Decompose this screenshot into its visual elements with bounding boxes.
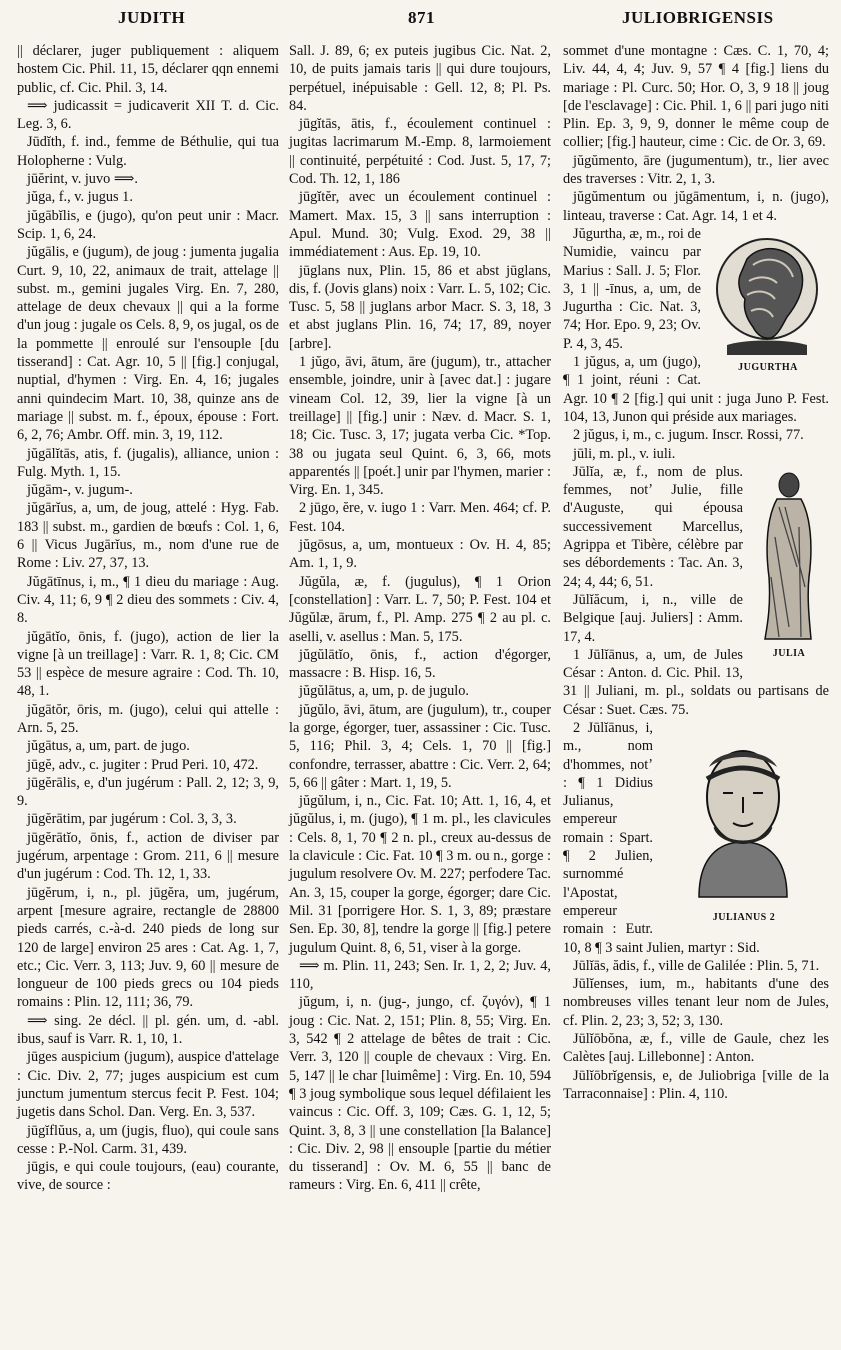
entry-jugo-2: 2 jūgo, ĕre, v. iugo 1 : Varr. Men. 464; cf. P. Fest. 104. <box>289 500 551 535</box>
entry-juges: jūges auspicium (jugum), auspice d'attelage : Cic. Div. 2, 77; juges auspicium est cum junctum jumentum stercus fecit P. Fest. 104; jugetis dans Schol. Dan. Verg. En. 3, 537. <box>17 1049 279 1121</box>
entry-jugeratio: jūgĕrātĭo, ōnis, f., action de diviser par jugérum, arpentage : Grom. 211, 6 || mesure d'un jugérum : Cod. Th. 12, 1, 33. <box>17 829 279 883</box>
right-guide-word: JULIOBRIGENSIS <box>622 8 774 27</box>
entry-julia: Jūlĭa, æ, f., nom de plus. femmes, notʼ Julie, fille d'Auguste, qui épousa successivement Marcellus, Agrippa et Tibère, célèbre par ses débordements : Tac. An. 3, 24; 4, 44; 6, 51. <box>563 463 743 590</box>
entry-judith: Jūdĭth, f. ind., femme de Béthulie, qui tua Holopherne : Vulg. <box>17 134 279 169</box>
entry-julianus-2: 2 Jūlĭānus, i, m., nom d'hommes, notʼ : ¶ 1 Didius Julianus, empereur romain : Spart. ¶ 2 Julien, surnommé l'Apostat, empereur romain : Eutr. 10, 8 ¶ 3 saint Julien, martyr : Sid. <box>563 719 760 956</box>
figure-julia <box>749 467 829 663</box>
entry-jugosus: jŭgōsus, a, um, montueux : Ov. H. 4, 85; Am. 1, 1, 9. <box>289 537 551 572</box>
entry-juerint: jūĕrint, v. juvo ⟹. <box>27 171 138 188</box>
entry-juli: jūli, m. pl., v. iuli. <box>573 445 676 462</box>
column-3 <box>563 42 829 1103</box>
figure-caption: JUGURTHA <box>738 361 798 373</box>
draped-woman-icon <box>749 467 827 643</box>
note-jugerum: ⟹ sing. 2e décl. || pl. gén. um, d. -abl. ibus, sauf is Varr. R. 1, 10, 1. <box>17 1012 279 1048</box>
entry-julias: Jūlĭās, ădis, f., ville de Galilée : Plin. 5, 71. <box>573 957 820 974</box>
entry-juglans: jūglans nux, Plin. 15, 86 et abst jūglans, dis, f. (Jovis glans) noix : Varr. L. 5, 102; Cic. Tusc. 5, 58 || juglans arbor Macr. S. 3, 18, 3 et abst juglans Plin. 16, 74; 17, 89, noyer [arbre]. <box>289 262 551 352</box>
entry-jugatio: jŭgātĭo, ōnis, f. (jugo), action de lier la vigne [à un treillage] : Varr. R. 1, 8; Cic. CM 53 || espèce de mesure agraire : Cod. Th. 10, 48, 1. <box>17 628 279 700</box>
entry-jugus-2: 2 jŭgus, i, m., c. jugum. Inscr. Rossi, 77. <box>573 427 804 444</box>
running-header <box>0 8 841 34</box>
entry-jugifluus: jūgĭflŭus, a, um (jugis, fluo), qui coule sans cesse : P.-Nol. Carm. 31, 439. <box>17 1122 279 1157</box>
entry-jugurtha: Jŭgurtha, æ, m., roi de Numidie, vaincu par Marius : Sall. J. 5; Flor. 3, 1 || -īnus, a, um, de Jugurtha : Cic. Nat. 3, 74; Hor. Epo. 9, 23; Ov. P. 4, 3, 45. <box>563 225 701 352</box>
entry-jugum-cont: sommet d'une montagne : Cæs. C. 1, 70, 4; Liv. 44, 4, 4; Juv. 9, 57 ¶ 4 [fig.] liens du mariage : Pl. Curc. 50; Hor. O, 3, 9 18 || joug [de l'esclavage] : Cic. Phil. 1, 6 || pari jugo niti Plin. Ep. 3, 9, 9, donner le même coup de collier; [fig.] hauteur, cime : Cic. de Or. 3, 69. <box>563 43 829 151</box>
entry-jugatus: jŭgātus, a, um, part. de jugo. <box>27 738 190 755</box>
entry-jugalis: jŭgālis, e (jugum), de joug : jumenta jugalia Curt. 9, 10, 22, animaux de trait, attelage || subst. m., gemini jugales Virg. En. 7, 280, attelage de deux chevaux || qui a la forme d'un joug : jugale os Cels. 8, 9, os jugal, os de la pommette || enroulé sur l'ensouple [du tisserand] : Cat. Agr. 10, 5 || [fig.] conjugal, nuptial, d'hymen : Virg. En. 4, 16; jugales anni quindecim Mart. 10, 38, quinze ans de mariage || subst. m. f., époux, épouse : Fort. 6, 2, 76; Ambr. Off. min. 3, 19, 112. <box>17 244 279 444</box>
entry-julianus-1: 1 Jūlĭānus, a, um, de Jules César : Anton. d. Cic. Phil. 13, 31 || Juliani, m. pl., soldats ou partisans de César : Suet. Cæs. 75. <box>563 646 829 718</box>
entry-jugiter: jūgĭtĕr, avec un écoulement continuel : Mamert. Max. 15, 3 || sans interruption : Apul. Mund. 30; Vulg. Exod. 29, 38 || immédiatement : Aus. Ep. 19, 10. <box>289 189 551 261</box>
entry-jugis: jūgis, e qui coule toujours, (eau) courante, vive, de source : <box>17 1159 279 1194</box>
entry-jugumentum: jŭgŭmentum ou jŭgāmentum, i, n. (jugo), linteau, traverse : Cat. Agr. 14, 1 et 4. <box>563 189 829 224</box>
laurel-bust-icon <box>659 727 827 907</box>
entry-jugis-cont: Sall. J. 89, 6; ex puteis jugibus Cic. Nat. 2, 10, de puits jamais taris || qui dure toujours, perpétuel, inépuisable : Gell. 12, 8; Pl. Ps. 84. <box>289 43 551 114</box>
entry-jugulum: jŭgŭlum, i, n., Cic. Fat. 10; Att. 1, 16, 4, et jŭgŭlus, i, m. (jugo), ¶ 1 m. pl., les clavicules : Cels. 8, 1, 70 ¶ 2 n. pl., creux au-dessus de la clavicule : Cic. Fat. 10 ¶ 3 m. ou n., gorge : jugulum resolvere Ov. M. 227; perfodere Tac. An. 3, 15, couper la gorge, égorger; dare Cic. Mil. 31 [porrigere Hor. S. 1, 3, 89; præstare Sen. Ep. 30, 8], tendre la gorge || [fig.] petere jugulum Quint. 8, 6, 51, viser à la gorge. <box>289 793 551 956</box>
entry-jugator: jŭgātŏr, ōris, m. (jugo), celui qui attelle : Arn. 5, 25. <box>17 701 279 736</box>
entry-jugulo: jŭgŭlo, āvi, ātum, are (jugulum), tr., couper la gorge, égorger, tuer, assassiner : Cic. Tusc. 5, 116; Phil. 3, 4; Cels. 1, 70 || [fig.] confondre, terrasser, abattre : Cic. Verr. 2, 64; 5, 66 || gâter : Mart. 1, 19, 5. <box>289 701 551 791</box>
figure-jugurtha <box>707 229 829 377</box>
column-1 <box>17 42 279 1195</box>
entry-juliobrigensis: Jūlĭōbrĭgensis, e, de Juliobriga [ville de la Tarraconnaise] : Plin. 4, 110. <box>563 1067 829 1102</box>
entry-juga: jŭga, f., v. jugus 1. <box>27 189 133 206</box>
entry-jugo-1: 1 jŭgo, āvi, ātum, āre (jugum), tr., attacher ensemble, joindre, unir à [avec dat.] : jugare vineam Col. 12, 39, lier la vigne [à un treillage] || [fig.] unir : Næv. d. Macr. S. 1, 18; Cic. Tusc. 3, 17; jugata verba Cic. *Top. 38 ou jugata seul Quint. 6, 3, 66, mots apparentés || [poét.] unir par l'hymen, marier : Virg. En. 1, 345. <box>289 354 551 499</box>
page-number: 871 <box>408 8 435 27</box>
entry-jugarius: jŭgārĭus, a, um, de joug, attelé : Hyg. Fab. 183 || subst. m., gardien de bœufs : Col. 1, 6, 6 || Vicus Jugārĭus, m., nom d'une rue de Rome : Liv. 27, 37, 13. <box>17 500 279 572</box>
entry-jugabilis: jŭgābĭlis, e (jugo), qu'on peut unir : Macr. Scip. 1, 6, 24. <box>17 207 279 242</box>
entry-jugumento: jŭgŭmento, āre (jugumentum), tr., lier avec des traverses : Vitr. 2, 1, 3. <box>563 152 829 188</box>
coin-portrait-icon <box>707 229 825 357</box>
entry-jugulatus: jŭgŭlātus, a, um, p. de jugulo. <box>299 683 469 700</box>
entry-jugus-1: 1 jŭgus, a, um (jugo), ¶ 1 joint, réuni : Cat. Agr. 10 ¶ 2 [fig.] qui unit : juga Juno P. Fest. 104, 13, Junon qui préside aux mariages. <box>563 354 829 425</box>
entry-jugeralis: jūgĕrālis, e, d'un jugérum : Pall. 2, 12; 3, 9, 9. <box>17 774 279 810</box>
entry-jugatinus: Jŭgātīnus, i, m., ¶ 1 dieu du mariage : Aug. Civ. 4, 11; 6, 9 ¶ 2 dieu des sommets : Civ. 4, 8. <box>17 573 279 627</box>
note-judicassit: ⟹ judicassit = judicaverit XII T. d. Cic. Leg. 3, 6. <box>17 97 279 133</box>
entry-juliobona: Jūlĭōbŏna, æ, f., ville de Gaule, chez les Calètes [auj. Lillebonne] : Anton. <box>563 1031 829 1066</box>
entry-juliacum: Jūlĭăcum, i, n., ville de Belgique [auj. Juliers] : Amm. 17, 4. <box>563 591 743 645</box>
figure-julianus <box>659 727 829 927</box>
note-jugulum: ⟹ m. Plin. 11, 243; Sen. Ir. 1, 2, 2; Juv. 4, 110, <box>289 957 551 993</box>
entry-jugum: jŭgum, i, n. (jug-, jungo, cf. ζυγόν), ¶ 1 joug : Cic. Nat. 2, 151; Plin. 8, 55; Virg. En. 3, 542 ¶ 2 attelage de bêtes de trait : Cic. Verr. 3, 120 || couple de chevaux : Virg. En. 5, 147 || le char [luimême] : Virg. En. 10, 594 ¶ 3 joug symbolique sous lequel défilaient les vaincus : Cic. Off. 3, 109; Cæs. G. 1, 12, 5; Quint. 3, 8, 3 || une constellation [la Balance] : Cic. Div. 2, 98 || ensouple [partie du métier du tisserand] : Ov. M. 6, 55 || banc de rameurs : Virg. En. 6, 411 || crête, <box>289 994 551 1194</box>
entry-jugulatio: jŭgŭlātĭo, ōnis, f., action d'égorger, massacre : B. Hisp. 16, 5. <box>289 646 551 682</box>
left-guide-word: JUDITH <box>118 8 186 27</box>
figure-caption: JULIA <box>772 647 806 659</box>
column-2 <box>289 42 551 1195</box>
figure-caption: JULIANUS 2 <box>712 911 776 923</box>
entry-jugam: jŭgām-, v. jugum-. <box>27 482 133 499</box>
entry-jugalitas: jŭgālĭtās, atis, f. (jugalis), alliance, union : Fulg. Myth. 1, 15. <box>17 445 279 480</box>
entry-jugeratim: jūgĕrātim, par jugérum : Col. 3, 3, 3. <box>27 811 237 828</box>
entry-jugula: Jŭgŭla, æ, f. (jugulus), ¶ 1 Orion [constellation] : Varr. L. 7, 50; P. Fest. 104 et Jŭgŭlæ, ārum, f., Pl. Amp. 275 ¶ 2 au pl. c. aselli, v. asellus : Man. 5, 175. <box>289 573 551 645</box>
entry-juge: jūgĕ, adv., c. jugiter : Prud Peri. 10, 472. <box>27 756 259 773</box>
entry-jugitas: jūgĭtās, ātis, f., écoulement continuel : jugitas lacrimarum M.-Emp. 8, larmoiement || continuité, perpétuité : Cod. Just. 5, 17, 7; Cod. Th. 12, 1, 186 <box>289 116 551 188</box>
entry-judicare-cont: || déclarer, juger publiquement : aliquem hostem Cic. Phil. 11, 15, déclarer qqn ennemi public, cf. Cic. Phil. 3, 14. <box>17 43 279 96</box>
entry-jugerum: jūgĕrum, i, n., pl. jūgĕra, um, jugérum, arpent [mesure agraire, rectangle de 28800 pieds carrés, c.-à-d. 240 pieds de long sur 120 de large] environ 25 ares : Cat. Ag. 1, 7, etc.; Cic. Verr. 3, 113; Juv. 9, 60 || mesure de longueur de 100 pieds grecs ou 104 pieds romains : Plin. 12, 111; 36, 79. <box>17 884 279 1011</box>
entry-julienses: Jūlĭenses, ium, m., habitants d'une des nombreuses villes tenant leur nom de Jules, cf. Plin. 2, 23; 3, 52; 3, 130. <box>563 976 829 1029</box>
